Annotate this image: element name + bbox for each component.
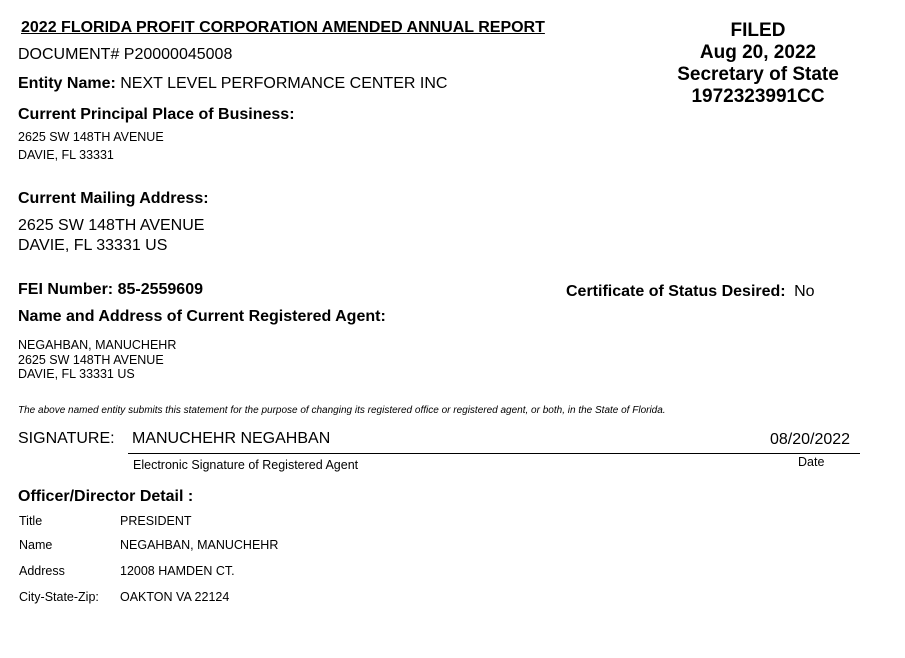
principal-line2: DAVIE, FL 33331 <box>18 148 114 162</box>
signature-date: 08/20/2022 <box>770 431 851 448</box>
officer-city-value: OAKTON VA 22124 <box>120 590 230 604</box>
statement-note: The above named entity submits this statement for the purpose of changing its registered office or registered agent, or both, in the State of Florida. <box>18 405 666 416</box>
entity-name-value: NEXT LEVEL PERFORMANCE CENTER INC <box>120 75 448 92</box>
agent-line1: 2625 SW 148TH AVENUE <box>18 352 164 367</box>
certificate-row <box>566 283 815 301</box>
mailing-line1: 2625 SW 148TH AVENUE <box>18 217 205 234</box>
principal-heading: Current Principal Place of Business: <box>18 106 295 123</box>
fei-value: 85-2559609 <box>117 281 203 298</box>
officer-address-value: 12008 HAMDEN CT. <box>120 564 235 578</box>
entity-name-row <box>18 75 447 93</box>
filed-stamp <box>660 20 856 108</box>
agent-name: NEGAHBAN, MANUCHEHR <box>18 338 177 352</box>
officer-title-label: Title <box>19 514 43 528</box>
certificate-value: No <box>794 283 815 300</box>
signature-label: SIGNATURE: <box>18 430 115 447</box>
signature-name: MANUCHEHR NEGAHBAN <box>132 430 331 447</box>
date-caption: Date <box>798 455 825 469</box>
agent-block <box>18 338 176 382</box>
document-number: DOCUMENT# P20000045008 <box>18 46 233 63</box>
fei-label: FEI Number: <box>18 281 114 298</box>
principal-line1: 2625 SW 148TH AVENUE <box>18 130 164 144</box>
filed-agency: Secretary of State <box>677 64 839 85</box>
filed-label: FILED <box>730 20 786 41</box>
officer-address-label: Address <box>19 564 65 578</box>
officer-name-value: NEGAHBAN, MANUCHEHR <box>120 538 279 552</box>
agent-heading: Name and Address of Current Registered Agent: <box>18 308 386 325</box>
officer-title-value: PRESIDENT <box>120 514 192 528</box>
mailing-heading: Current Mailing Address: <box>18 190 209 207</box>
filed-date: Aug 20, 2022 <box>699 42 817 63</box>
certificate-label: Certificate of Status Desired: <box>566 283 786 300</box>
mailing-line2: DAVIE, FL 33331 US <box>18 237 168 254</box>
officer-heading: Officer/Director Detail : <box>18 488 194 505</box>
signature-caption: Electronic Signature of Registered Agent <box>133 458 359 472</box>
fei-row <box>18 281 203 299</box>
officer-name-label: Name <box>19 538 53 552</box>
filed-number: 1972323991CC <box>691 86 825 107</box>
report-title: 2022 FLORIDA PROFIT CORPORATION AMENDED ANNUAL REPORT <box>21 19 545 36</box>
entity-name-label: Entity Name: <box>18 75 116 92</box>
officer-city-label: City-State-Zip: <box>19 590 99 604</box>
signature-line <box>128 453 860 454</box>
agent-line2: DAVIE, FL 33331 US <box>18 367 135 381</box>
